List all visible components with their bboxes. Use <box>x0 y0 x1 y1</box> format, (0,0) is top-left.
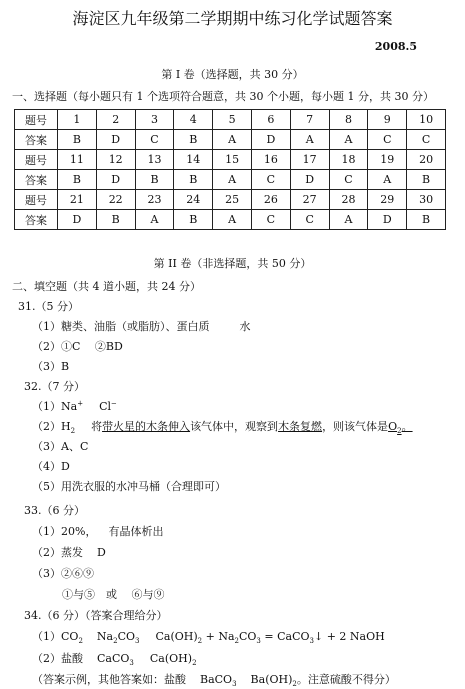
part1-heading: 第 I 卷（选择题，共 30 分） <box>161 68 304 81</box>
q34-sub: 2 <box>78 637 83 646</box>
answer-row <box>15 210 446 230</box>
q34-baco: BaCO <box>200 673 233 686</box>
q34-acid: （2）盐酸 <box>32 652 83 665</box>
q31-line3: （3）B <box>32 360 70 373</box>
q34-co3b: CO <box>238 630 257 643</box>
question-row <box>15 150 446 170</box>
q32-text-c: ，则该气体是 <box>322 420 389 433</box>
answer-cell: A <box>213 130 252 150</box>
q34-sub: 2 <box>234 637 239 646</box>
q33-line1-b: 有晶体析出 <box>108 525 164 538</box>
question-row-label: 题号 <box>15 110 58 130</box>
q34-co: （1）CO <box>32 630 79 643</box>
question-number-cell: 21 <box>58 190 97 210</box>
answer-cell: C <box>135 130 174 150</box>
question-number-cell: 8 <box>329 110 368 130</box>
answer-cell: A <box>213 170 252 190</box>
part2-heading: 第 II 卷（非选择题，共 50 分） <box>153 257 312 270</box>
q34-line2 <box>32 650 197 667</box>
q34-sub: 2 <box>192 659 197 668</box>
answer-cell: C <box>251 210 290 230</box>
answer-row-label: 答案 <box>15 130 58 150</box>
question-number-cell: 3 <box>135 110 174 130</box>
question-number-cell: 18 <box>329 150 368 170</box>
q33-line2 <box>32 544 106 560</box>
question-number-cell: 23 <box>135 190 174 210</box>
question-number-cell: 1 <box>58 110 97 130</box>
q31-line1-water: 水 <box>239 320 251 333</box>
question-number-cell: 7 <box>290 110 329 130</box>
question-number-cell: 25 <box>213 190 252 210</box>
question-number-cell: 16 <box>251 150 290 170</box>
q34-sub: 3 <box>256 637 261 646</box>
question-number-cell: 19 <box>368 150 407 170</box>
question-number-cell: 24 <box>174 190 213 210</box>
q34-sub: 3 <box>232 680 237 689</box>
question-row-label: 题号 <box>15 150 58 170</box>
question-number-cell: 5 <box>213 110 252 130</box>
answer-row <box>15 130 446 150</box>
answer-cell: A <box>368 170 407 190</box>
answer-cell: A <box>213 210 252 230</box>
answer-cell: C <box>251 170 290 190</box>
q33-heading: 33.（6 分） <box>24 504 85 517</box>
q34-na: Na <box>96 630 114 643</box>
question-row <box>15 190 446 210</box>
q34-caco: = CaCO <box>260 630 310 643</box>
q34-heading: 34.（6 分）（答案合理给分） <box>24 609 168 622</box>
q34-plus-na: + Na <box>202 630 235 643</box>
q32-na-charge: + <box>77 399 84 408</box>
q33-line2-b: D <box>97 546 106 559</box>
answer-cell: C <box>407 130 446 150</box>
question-number-cell: 20 <box>407 150 446 170</box>
answer-cell: B <box>174 170 213 190</box>
question-number-cell: 26 <box>251 190 290 210</box>
q34-sub: 3 <box>129 659 134 668</box>
fill-section-title: 二、填空题（共 4 道小题，共 24 分） <box>12 280 201 293</box>
q32-text-d: 。 <box>401 420 413 433</box>
q33-line2-a: （2）蒸发 <box>32 546 83 559</box>
question-number-cell: 28 <box>329 190 368 210</box>
question-number-cell: 4 <box>174 110 213 130</box>
question-number-cell: 6 <box>251 110 290 130</box>
answer-cell: B <box>407 210 446 230</box>
question-number-cell: 9 <box>368 110 407 130</box>
question-number-cell: 14 <box>174 150 213 170</box>
q32-heading: 32.（7 分） <box>24 380 85 393</box>
question-number-cell: 30 <box>407 190 446 210</box>
q34-baoh: Ba(OH) <box>250 673 293 686</box>
answer-cell: A <box>329 130 368 150</box>
question-number-cell: 27 <box>290 190 329 210</box>
q33-line3: （3）②⑥⑨ <box>32 567 94 580</box>
answer-row <box>15 170 446 190</box>
answer-table <box>14 109 446 230</box>
answer-cell: B <box>58 130 97 150</box>
answer-cell: B <box>174 130 213 150</box>
answer-cell: C <box>290 210 329 230</box>
q32-underline-2: 木条复燃 <box>278 420 323 433</box>
choice-section-title: 一、选择题（每小题只有 1 个选项符合题意，共 30 个小题，每小题 1 分，共 30 分） <box>12 90 434 103</box>
q31-line1 <box>32 318 251 334</box>
answer-cell: B <box>135 170 174 190</box>
q34-note-b: 。注意硫酸不得分） <box>296 673 396 686</box>
q32-na: （1）Na <box>32 400 78 413</box>
question-row <box>15 110 446 130</box>
q32-line5: （5）用洗衣服的水冲马桶（合理即可） <box>32 480 226 493</box>
answer-row-label: 答案 <box>15 170 58 190</box>
answer-cell: C <box>329 170 368 190</box>
question-number-cell: 22 <box>96 190 135 210</box>
answer-cell: D <box>96 130 135 150</box>
question-number-cell: 12 <box>96 150 135 170</box>
q31-heading: 31.（5 分） <box>18 300 79 313</box>
question-number-cell: 13 <box>135 150 174 170</box>
q34-caoh: Ca(OH) <box>155 630 198 643</box>
q32-underline-1: 带火星的木条伸入 <box>102 420 191 433</box>
q32-line2 <box>32 418 413 435</box>
question-number-cell: 10 <box>407 110 446 130</box>
q32-cl: Cl <box>99 400 111 413</box>
answer-cell: B <box>96 210 135 230</box>
q34-co3: CO <box>117 630 135 643</box>
q32-line3: （3）A、C <box>32 440 89 453</box>
answer-cell: B <box>407 170 446 190</box>
q32-underline-3: O <box>388 420 398 433</box>
q32-text-b: 该气体中，观察到 <box>190 420 279 433</box>
question-number-cell: 11 <box>58 150 97 170</box>
q34-caoh2: Ca(OH) <box>149 652 193 665</box>
answer-cell: B <box>58 170 97 190</box>
q32-text-a: 将 <box>91 420 103 433</box>
q33-line1 <box>32 523 163 539</box>
answer-cell: D <box>368 210 407 230</box>
question-number-cell: 2 <box>96 110 135 130</box>
answer-cell: D <box>96 170 135 190</box>
q32-o-sub: 2 <box>397 427 402 436</box>
question-number-cell: 29 <box>368 190 407 210</box>
question-row-label: 题号 <box>15 190 58 210</box>
q34-line1 <box>32 628 385 645</box>
answer-cell: B <box>174 210 213 230</box>
answer-row-label: 答案 <box>15 210 58 230</box>
document-date: 2008.5 <box>374 40 417 53</box>
q31-line2: （2）①C ②BD <box>32 340 123 353</box>
question-number-cell: 15 <box>213 150 252 170</box>
answer-cell: D <box>290 170 329 190</box>
q32-cl-charge: − <box>111 399 117 408</box>
q31-line1-text: （1）糖类、油脂（或脂肪）、蛋白质 <box>32 320 210 333</box>
q34-caco3: CaCO <box>97 652 130 665</box>
q34-sub: 3 <box>309 637 314 646</box>
q34-sub: 2 <box>292 680 297 689</box>
q34-note-a: （答案示例，其他答案如：盐酸 <box>32 673 186 686</box>
q32-line1 <box>32 398 117 414</box>
q32-h-sub: 2 <box>70 427 76 436</box>
question-number-cell: 17 <box>290 150 329 170</box>
answer-cell: A <box>290 130 329 150</box>
q34-sub: 2 <box>197 637 203 646</box>
q34-sub: 2 <box>113 637 118 646</box>
q34-sub: 3 <box>135 637 140 646</box>
q32-line4: （4）D <box>32 460 70 473</box>
document-title: 海淀区九年级第二学期期中练习化学试题答案 <box>72 9 393 28</box>
answer-cell: A <box>329 210 368 230</box>
q34-line3 <box>32 671 396 688</box>
q34-tail: ↓ + 2 NaOH <box>313 630 385 643</box>
q33-line1-a: （1）20%， <box>32 525 97 538</box>
q32-h: （2）H <box>32 420 71 433</box>
answer-cell: D <box>251 130 290 150</box>
answer-cell: D <box>58 210 97 230</box>
answer-cell: C <box>368 130 407 150</box>
answer-cell: A <box>135 210 174 230</box>
q33-line4: ①与⑤ 或 ⑥与⑨ <box>62 588 165 601</box>
